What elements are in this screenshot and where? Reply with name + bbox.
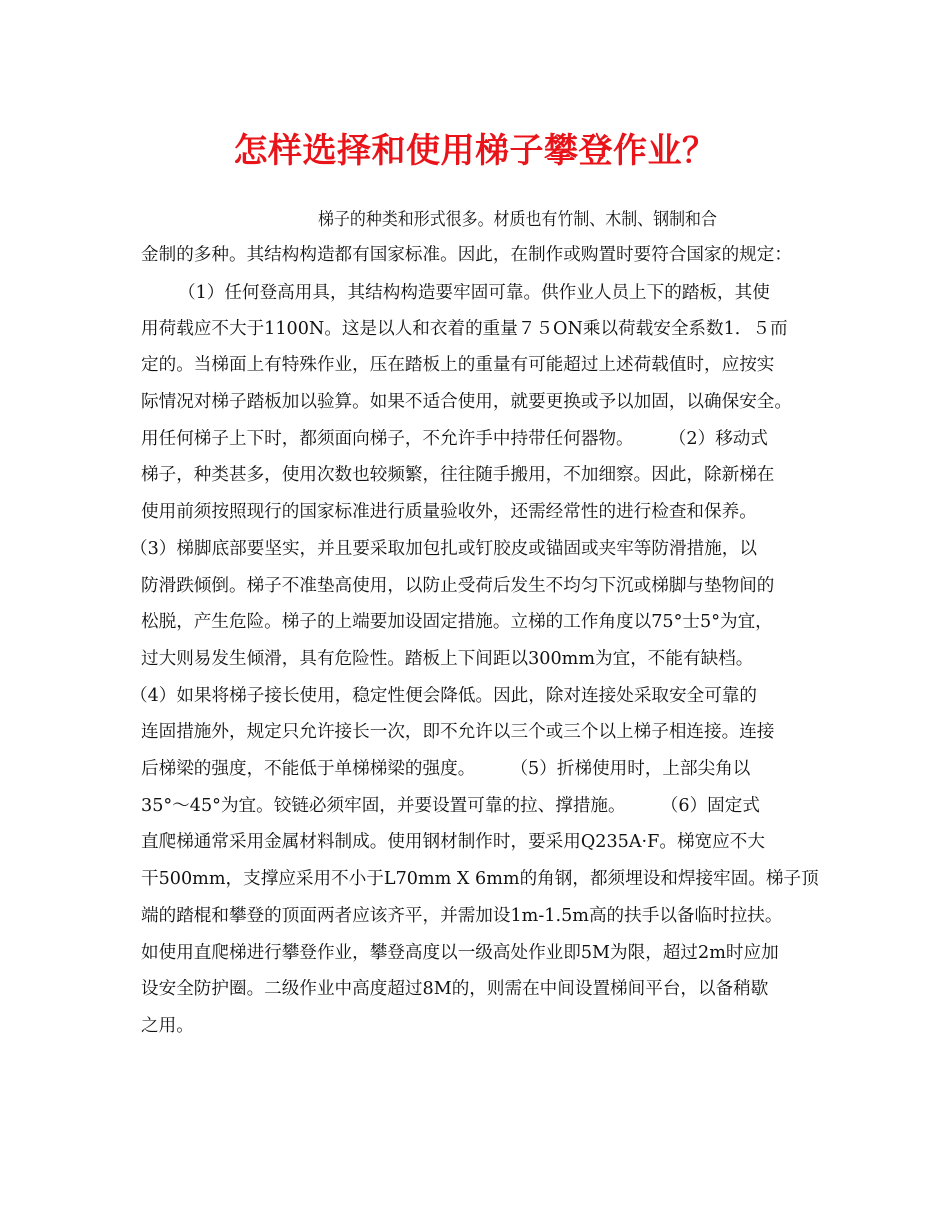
body-line: （3）梯脚底部要坚实，并且要采取加包扎或钉胶皮或锚固或夹牢等防滑措施，以 — [130, 539, 757, 559]
page-title: 怎样选择和使用梯子攀登作业？ — [233, 131, 717, 171]
body-line: 梯子，种类甚多，使用次数也较频繁，往往随手搬用，不加细察。因此，除新梯在 — [141, 465, 775, 485]
body-line: （4）如果将梯子接长使用，稳定性便会降低。因此，除对连接处采取安全可靠的 — [130, 686, 757, 706]
body-line: 际情况对梯子踏板加以验算。如果不适合使用，就要更换或予以加固，以确保安全。 — [141, 392, 792, 412]
body-line: 梯子的种类和形式很多。材质也有竹制、木制、钢制和合 — [318, 210, 717, 230]
body-line: 防滑跌倾倒。梯子不准垫高使用，以防止受荷后发生不均匀下沉或梯脚与垫物间的 — [141, 576, 775, 596]
body-line: 用任何梯子上下时，都须面向梯子，不允许手中持带任何器物。 （2）移动式 — [141, 429, 768, 449]
body-line: 干500mm，支撑应采用不小于L70mm X 6mm的角钢，都须埋设和焊接牢固。梯子顶 — [141, 869, 819, 889]
body-line: 之用。 — [141, 1016, 194, 1036]
body-line: 定的。当梯面上有特殊作业，压在踏板上的重量有可能超过上述荷载值时，应按实 — [141, 355, 775, 375]
body-line: 金制的多种。其结构构造都有国家标准。因此，在制作或购置时要符合国家的规定： — [141, 245, 792, 265]
body-line: 35°～45°为宜。铰链必须牢固，并要设置可靠的拉、撑措施。 （6）固定式 — [141, 796, 760, 816]
body-line: 用荷载应不大于1100N。这是以人和衣着的重量７５ON乘以荷载安全系数1．５而 — [141, 319, 788, 339]
body-line: 使用前须按照现行的国家标准进行质量验收外，还需经常性的进行检查和保养。 — [141, 502, 757, 522]
body-line: 设安全防护圈。二级作业中高度超过8M的，则需在中间设置梯间平台，以备稍歇 — [141, 979, 769, 999]
body-line: 连固措施外，规定只允许接长一次，即不允许以三个或三个以上梯子相连接。连接 — [141, 722, 775, 742]
body-line: 如使用直爬梯进行攀登作业，攀登高度以一级高处作业即5M为限，超过2m时应加 — [141, 943, 779, 963]
body-line: 过大则易发生倾滑，具有危险性。踏板上下间距以300mm为宜，不能有缺档。 — [141, 649, 754, 669]
body-line: 直爬梯通常采用金属材料制成。使用钢材制作时，要采用Q235A·F。梯宽应不大 — [141, 832, 765, 852]
body-line: （1）任何登高用具，其结构构造要牢固可靠。供作业人员上下的踏板，其使 — [178, 283, 770, 303]
body-line: 松脱，产生危险。梯子的上端要加设固定措施。立梯的工作角度以75°士5°为宜， — [141, 612, 773, 632]
body-line: 后梯梁的强度，不能低于单梯梯梁的强度。 （5）折梯使用时，上部尖角以 — [141, 759, 751, 779]
body-line: 端的踏棍和攀登的顶面两者应该齐平，并需加设1m-1.5m高的扶手以备临时拉扶。 — [141, 906, 783, 926]
